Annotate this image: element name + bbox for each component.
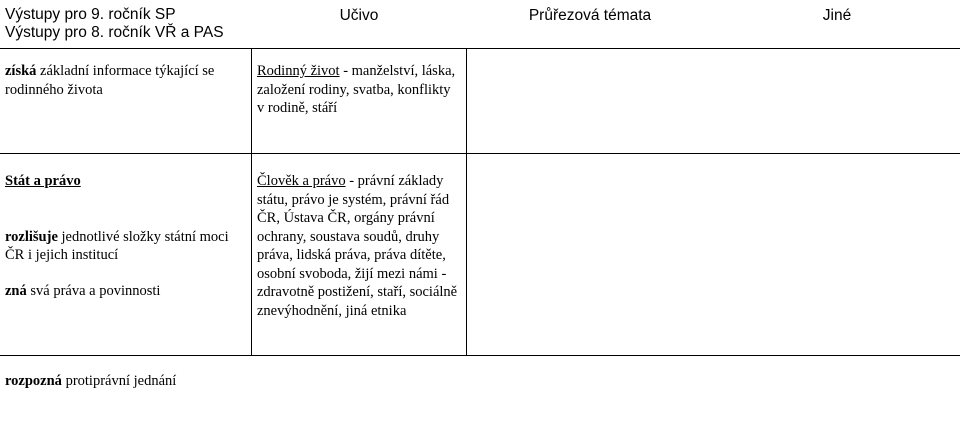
row2-outcome-item1-verb: rozlišuje: [5, 228, 58, 245]
row1-content-topic: Rodinný život: [257, 63, 340, 79]
row1-outcome-verb: získá: [5, 63, 37, 79]
row-rule-1: [0, 153, 960, 154]
header-outcomes-line1: Výstupy pro 9. ročník SP: [5, 6, 176, 23]
row2-outcome-item2-text: svá práva a povinnosti: [26, 282, 161, 299]
row-rule-2: [0, 355, 960, 356]
header-outcomes: [5, 6, 245, 42]
header-rule: [0, 48, 960, 49]
row1-content: [257, 62, 461, 118]
row3-outcome: [5, 372, 245, 391]
row1-outcome-text: základní informace týkající se rodinného života: [5, 63, 215, 98]
row1-content-text: - manželství, láska, založení rodiny, svatba, konflikty v rodině, stáří: [257, 63, 456, 116]
row2-outcome-item2: [5, 282, 245, 301]
row2-outcome: [5, 172, 245, 300]
header-content: Učivo: [339, 7, 379, 24]
row2-content-topic: Člověk a právo: [257, 173, 346, 189]
row3-outcome-verb: rozpozná: [5, 373, 62, 389]
column-divider-2: [466, 48, 467, 356]
row2-content: [257, 172, 462, 320]
column-divider-1: [251, 48, 252, 356]
row2-outcome-item2-verb: zná: [5, 282, 27, 299]
row2-outcome-heading: Stát a právo: [5, 173, 81, 189]
row2-outcome-item1-text: jednotlivé složky státní moci ČR i jejich institucí: [5, 228, 229, 263]
header-cross-topics: Průřezová témata: [528, 7, 652, 24]
header-outcomes-line2: Výstupy pro 8. ročník VŘ a PAS: [5, 24, 224, 41]
row2-outcome-item1: [5, 228, 245, 265]
row2-content-text: - právní základy státu, právo je systém, právní řád ČR, Ústava ČR, orgány právní ochrany, soustava soudů, druhy práva, lidská práva, práva dítěte, osobní svoboda, žijí mezi námi - zdravotně postižení, staří, sociálně znevýhodnění, jiná etnika: [257, 173, 458, 319]
row1-outcome: [5, 62, 245, 99]
row3-outcome-text: protiprávní jednání: [61, 373, 177, 389]
header-other: Jiné: [822, 7, 852, 24]
